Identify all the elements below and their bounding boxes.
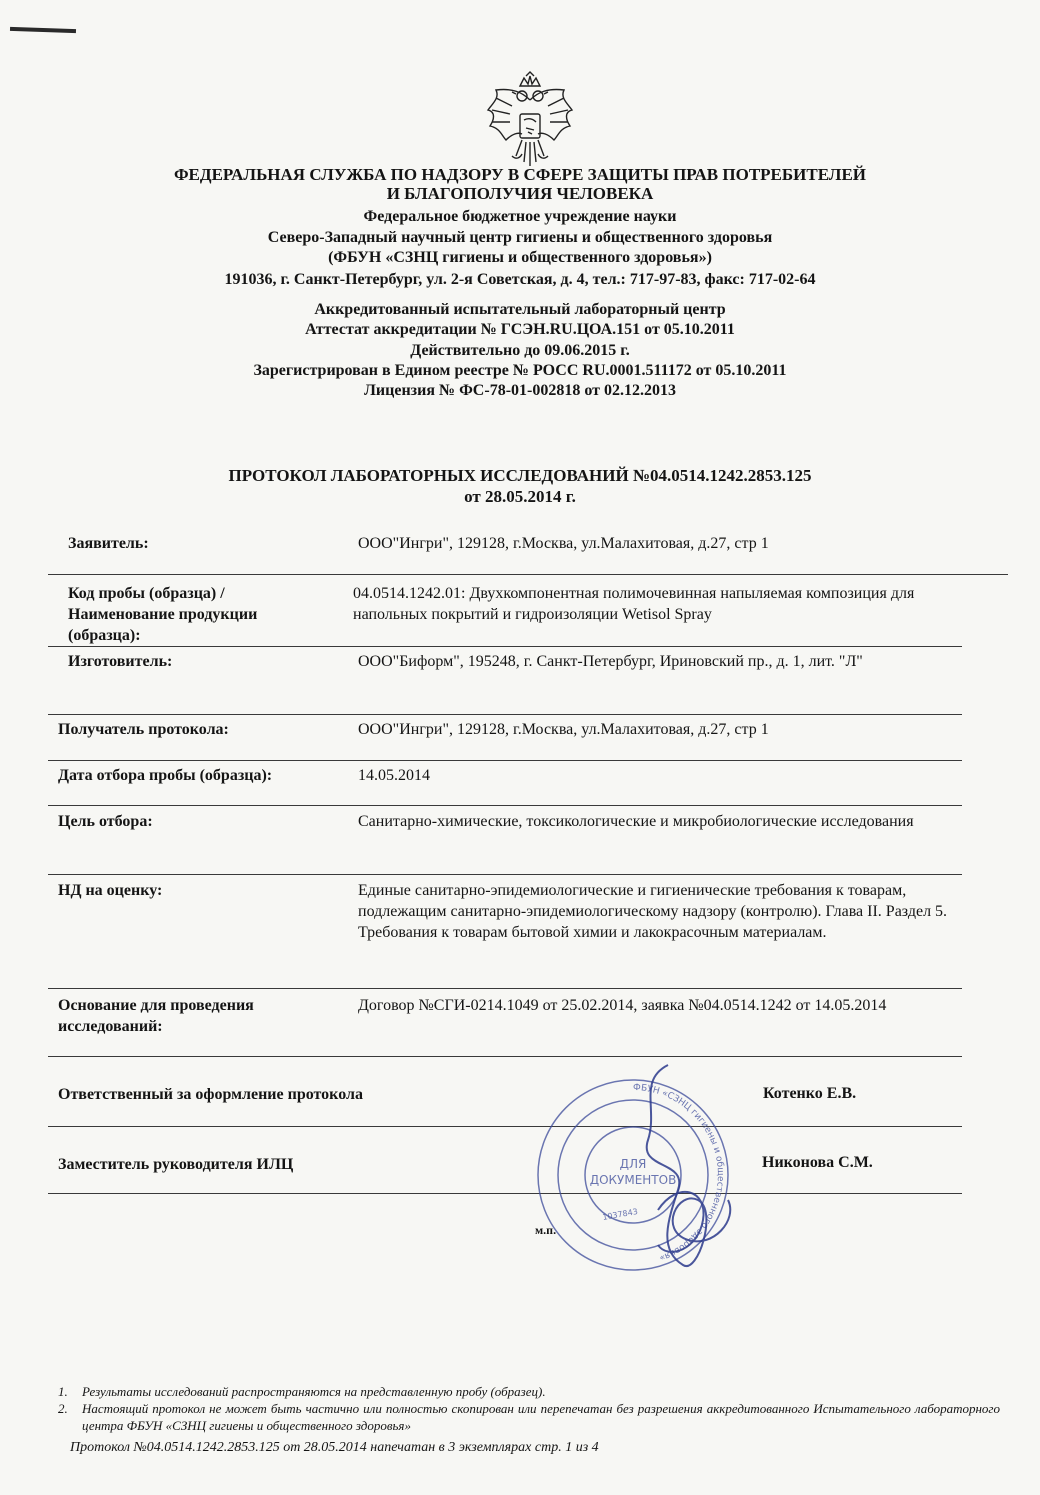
field-value: ООО"Ингри", 129128, г.Москва, ул.Малахитовая, д.27, стр 1	[358, 721, 769, 738]
field-value: ООО"Биформ", 195248, г. Санкт-Петербург, Ириновский пр., д. 1, лит. "Л"	[358, 653, 863, 670]
field-value: ООО"Ингри", 129128, г.Москва, ул.Малахитовая, д.27, стр 1	[358, 535, 769, 552]
field-value: 04.0514.1242.01: Двухкомпонентная полимочевинная напыляемая композиция для напольных покрытий и гидроизоляции Wetisol Spray	[353, 585, 915, 623]
stamp-center-line-1: ДЛЯ	[619, 1157, 647, 1171]
row-divider	[48, 714, 962, 715]
footnote	[58, 1400, 1000, 1434]
row-divider	[48, 646, 962, 647]
field-label: НД на оценку:	[58, 882, 163, 899]
org-line-3: Федеральное бюджетное учреждение науки	[363, 208, 677, 225]
stamp-ring-text: ФБУН «СЗНЦ гигиены и общественного здоровья»	[632, 1082, 726, 1263]
field-label: Дата отбора пробы (образца):	[58, 767, 273, 784]
accreditation-line-3: Действительно до 09.06.2015 г.	[410, 342, 630, 359]
stamp-center-line-2: ДОКУМЕНТОВ	[589, 1173, 677, 1187]
row-divider	[48, 1193, 962, 1194]
footnotes	[58, 1383, 1000, 1434]
protocol-title: ПРОТОКОЛ ЛАБОРАТОРНЫХ ИССЛЕДОВАНИЙ №04.0514.1242.2853.125	[228, 466, 812, 485]
org-line-5: (ФБУН «СЗНЦ гигиены и общественного здоровья»)	[328, 249, 712, 266]
field-value: Договор №СГИ-0214.1049 от 25.02.2014, заявка №04.0514.1242 от 14.05.2014	[358, 997, 887, 1014]
stamp-place-label: м.п.	[535, 1223, 557, 1237]
footnote-text: Настоящий протокол не может быть частично или полностью скопирован или перепечатан без разрешения аккредитованного Испытательного лабораторного центра ФБУН «СЗНЦ гигиены и общественного здоровья»	[82, 1401, 1000, 1433]
footnote-text: Результаты исследований распространяются на представленную пробу (образец).	[82, 1384, 546, 1399]
row-divider	[48, 574, 1008, 575]
page-footer: Протокол №04.0514.1242.2853.125 от 28.05.2014 напечатан в 3 экземплярах стр. 1 из 4	[70, 1440, 599, 1455]
accreditation-line-5: Лицензия № ФС-78-01-002818 от 02.12.2013	[364, 382, 676, 399]
footnote	[58, 1383, 1000, 1400]
org-line-4: Северо-Западный научный центр гигиены и общественного здоровья	[267, 229, 773, 246]
footnote-number: 1.	[58, 1384, 68, 1399]
row-divider	[48, 874, 962, 875]
org-line-1: ФЕДЕРАЛЬНАЯ СЛУЖБА ПО НАДЗОРУ В СФЕРЕ ЗАЩИТЫ ПРАВ ПОТРЕБИТЕЛЕЙ	[173, 165, 867, 184]
row-divider	[48, 988, 962, 989]
signature-name: Котенко Е.В.	[763, 1085, 857, 1102]
field-value: Единые санитарно-эпидемиологические и гигиенические требования к товарам, подлежащим санитарно-эпидемиологическому надзору (контролю). Глава II. Раздел 5. Требования к товарам бытовой химии и лакокрасочным материалам.	[358, 882, 948, 941]
russian-coat-of-arms-icon	[482, 70, 578, 172]
signature-name: Никонова С.М.	[762, 1154, 873, 1171]
org-line-2: И БЛАГОПОЛУЧИЯ ЧЕЛОВЕКА	[386, 184, 654, 203]
row-divider	[48, 760, 962, 761]
field-label: Основание для проведения исследований:	[58, 997, 254, 1035]
row-divider	[48, 805, 962, 806]
row-divider	[48, 1056, 962, 1057]
field-label: Заявитель:	[68, 535, 149, 552]
accreditation-line-2: Аттестат аккредитации № ГСЭН.RU.ЦОА.151 от 05.10.2011	[305, 321, 735, 338]
field-label: Цель отбора:	[58, 813, 153, 830]
scan-mark	[10, 27, 76, 33]
signature-role: Заместитель руководителя ИЛЦ	[58, 1156, 294, 1173]
official-stamp-icon	[508, 1050, 758, 1290]
field-label: Получатель протокола:	[58, 721, 229, 738]
protocol-date: от 28.05.2014 г.	[464, 487, 576, 506]
field-value: Санитарно-химические, токсикологические и микробиологические исследования	[358, 813, 914, 830]
row-divider	[48, 1126, 962, 1127]
org-address: 191036, г. Санкт-Петербург, ул. 2-я Советская, д. 4, тел.: 717-97-83, факс: 717-02-64	[224, 271, 816, 288]
footnote-number: 2.	[58, 1401, 68, 1416]
stamp-number: 1037843	[601, 1206, 639, 1222]
accreditation-line-4: Зарегистрирован в Едином реестре № РОСС RU.0001.511172 от 05.10.2011	[253, 362, 787, 379]
field-label: Код пробы (образца) / Наименование продукции (образца):	[68, 585, 258, 644]
field-value: 14.05.2014	[358, 767, 430, 784]
signature-role: Ответственный за оформление протокола	[58, 1086, 363, 1103]
field-label: Изготовитель:	[68, 653, 173, 670]
accreditation-line-1: Аккредитованный испытательный лабораторный центр	[314, 301, 726, 318]
